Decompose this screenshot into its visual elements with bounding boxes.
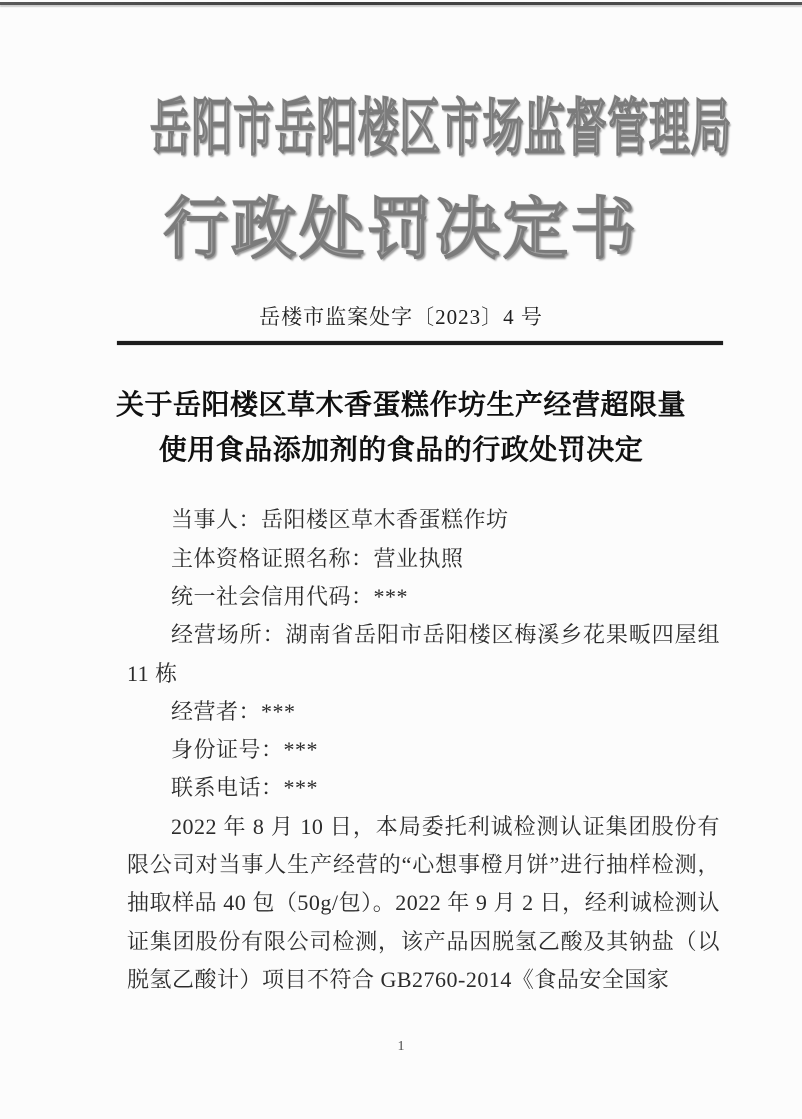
agency-title: 岳阳市岳阳楼区市场监督管理局: [149, 95, 733, 163]
body-paragraph: 经营者：***: [171, 698, 296, 724]
decision-title: [0, 383, 802, 473]
page-number: 1: [397, 1039, 405, 1054]
body-paragraph: 身份证号：***: [171, 737, 319, 763]
decision-title-line2: 使用食品添加剂的食品的行政处罚决定: [158, 435, 644, 467]
body-paragraph: 主体资格证照名称：营业执照: [171, 545, 464, 571]
decision-body: [127, 501, 720, 999]
body-paragraph: 经营场所：湖南省岳阳市岳阳楼区梅溪乡花果畈四屋组 11 栋: [127, 622, 720, 686]
agency-title-row: [0, 0, 802, 165]
scan-artifact-top-line: [0, 2, 802, 5]
body-paragraph: 联系电话：***: [171, 775, 319, 801]
decision-title-line1: 关于岳阳楼区草木香蛋糕作坊生产经营超限量: [115, 390, 686, 422]
body-paragraph: 统一社会信用代码：***: [171, 583, 409, 609]
document-type-title: 行政处罚决定书: [163, 193, 639, 268]
document-header: [0, 0, 802, 345]
body-paragraph: 2022 年 8 月 10 日，本局委托利诚检测认证集团股份有限公司对当事人生产经营的“心想事橙月饼”进行抽样检测，抽取样品 40 包（50g/包）。2022 年 9 月 2 日，经利诚检测认证集团股份有限公司检测，该产品因脱氢乙酸及其钠盐（以脱氢乙酸计）项目不符合 GB2760-2014《食品安全国家: [127, 813, 720, 992]
body-paragraph: 当事人：岳阳楼区草木香蛋糕作坊: [171, 507, 509, 533]
header-divider-rule: [117, 341, 723, 345]
document-number: 岳楼市监案处字〔2023〕4 号: [259, 305, 543, 330]
document-type-row: [0, 193, 802, 268]
